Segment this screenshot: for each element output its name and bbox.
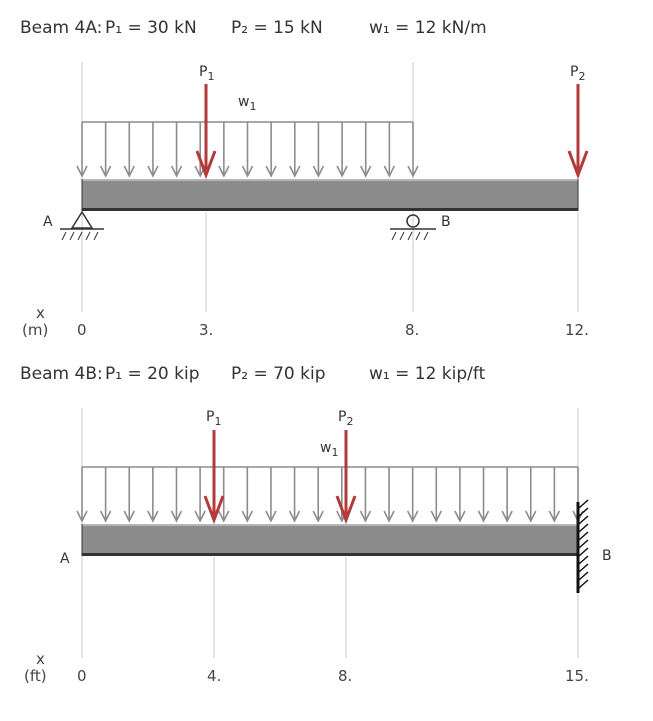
support-b-label: B [441,214,451,230]
beam-4b-body [82,524,578,554]
beam-4a-p2-value: P₂ = 15 kN [231,18,323,38]
beam-4b-tick-8: 8. [338,667,353,685]
beam-4a-distributed-load [77,122,418,176]
beam-4a-tick-8: 8. [405,321,420,339]
beam-4a-unit-label: (m) [22,321,49,339]
beam-4b-p2-tag: $P_2$ [338,409,354,428]
beam-4a-w1-value: w₁ = 12 kN/m [369,18,487,38]
beam-4a-p1-value: P₁ = 30 kN [105,18,197,38]
fixed-support-b [578,500,588,593]
beam-4a-p2-tag: $P_2$ [570,64,586,83]
beam-4b-p1-value: P₁ = 20 kip [105,364,200,384]
beam-4b-p1-arrow [205,430,223,520]
beam-4a-tick-0: 0 [77,321,87,339]
beam-4b-w1-value: w₁ = 12 kip/ft [369,364,486,384]
beam-4a-p1-tag: $P_1$ [199,64,215,83]
beam-4a-tick-3: 3. [199,321,214,339]
support-a-label: A [43,214,53,230]
beam-4a-body [82,179,578,209]
beam-4b-tick-4: 4. [207,667,222,685]
beam-4b-w1-tag: $w_1$ [320,440,339,459]
beam-4b-diagram [20,364,612,685]
beam-4b-p2-value: P₂ = 70 kip [231,364,326,384]
end-b-label: B [602,548,612,564]
beam-4a-title: Beam 4A: [20,18,103,38]
beam-4b-tick-15: 15. [565,667,589,685]
beam-4a-tick-12: 12. [565,321,589,339]
beam-4b-tick-0: 0 [77,667,87,685]
beam-4b-title: Beam 4B: [20,364,103,384]
beam-4b-distributed-load [77,467,583,521]
beam-4b-unit-label: (ft) [24,667,47,685]
beam-4b-x-label: x [36,650,45,668]
beam-4a-p2-arrow [569,84,587,175]
end-a-label: A [60,551,70,567]
beam-4b-p2-arrow [337,430,355,520]
beam-4a-x-label: x [36,304,45,322]
beam-4a-w1-tag: $w_1$ [238,94,257,113]
beam-4b-p1-tag: $P_1$ [206,409,222,428]
beam-4a-diagram [20,18,589,339]
